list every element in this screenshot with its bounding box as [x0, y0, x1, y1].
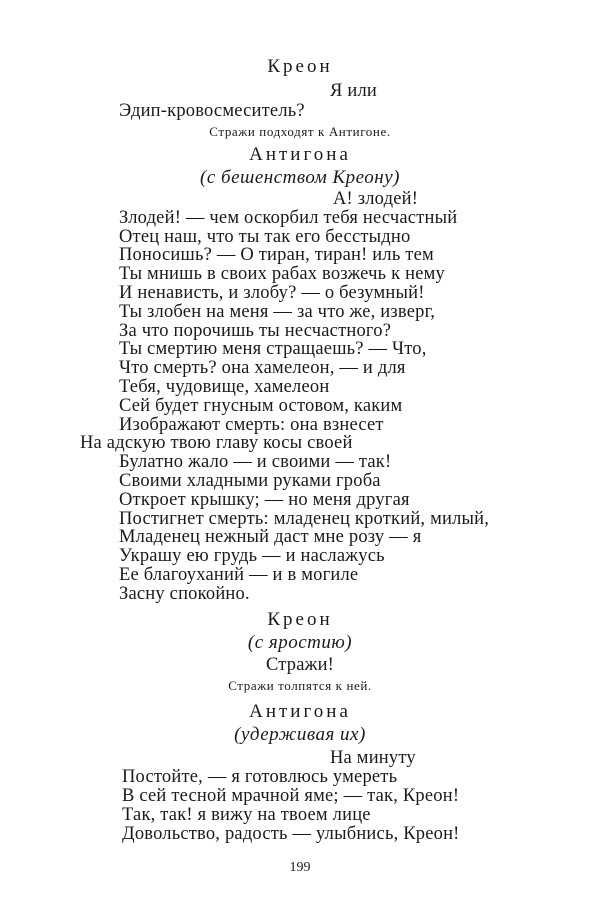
verse-line: За что порочишь ты несчастного?: [119, 321, 392, 341]
verse-line: Так, так! я вижу на твоем лице: [122, 805, 371, 825]
stage-direction: Стражи подходят к Антигоне.: [209, 124, 391, 139]
verse-line: Постигнет смерть: младенец кроткий, милый,: [119, 509, 490, 529]
verse-line: Стражи!: [265, 655, 335, 675]
speaker-name: Антигона: [249, 144, 351, 165]
stage-direction-italic: (с бешенством Креону): [200, 167, 400, 188]
verse-line: Тебя, чудовище, хамелеон: [119, 377, 330, 397]
verse-line: Сей будет гнусным остовом, каким: [119, 396, 403, 416]
verse-line: Поносишь? — О тиран, тиран! иль тем: [119, 245, 434, 265]
speaker-name: Антигона: [249, 701, 351, 722]
speaker-name: Креон: [267, 56, 333, 77]
verse-line: Откроет крышку; — но меня другая: [119, 490, 410, 510]
verse-line: Засну спокойно.: [119, 584, 250, 604]
verse-line: На адскую твою главу косы своей: [80, 433, 353, 453]
verse-line: Булатно жало — и своими — так!: [119, 452, 392, 472]
verse-line: Своими хладными руками гроба: [119, 471, 381, 491]
verse-line: Отец наш, что ты так его бесстыдно: [119, 227, 411, 247]
stage-direction-italic: (с яростию): [247, 632, 353, 653]
verse-line: Злодей! — чем оскорбил тебя несчастный: [119, 208, 458, 228]
verse-line: Младенец нежный даст мне розу — я: [119, 527, 422, 547]
verse-line: Ты смертию меня стращаешь? — Что,: [119, 339, 427, 359]
page-number: 199: [289, 860, 311, 875]
verse-line: На минуту: [330, 748, 416, 768]
verse-line: Изображают смерть: она взнесет: [119, 415, 384, 435]
stage-direction: Стражи толпятся к ней.: [228, 678, 372, 693]
verse-line: Ты мнишь в своих рабах возжечь к нему: [119, 264, 445, 284]
verse-line: Я или: [330, 81, 377, 101]
verse-line: Ты злобен на меня — за что же, изверг,: [119, 302, 436, 322]
verse-line: И ненависть, и злобу? — о безумный!: [119, 283, 425, 303]
verse-line: Эдип-кровосмеситель?: [119, 101, 305, 121]
verse-line: Украшу ею грудь — и наслажусь: [119, 546, 385, 566]
verse-line: Что смерть? она хамелеон, — и для: [119, 358, 406, 378]
verse-line: Ее благоуханий — и в могиле: [119, 565, 359, 585]
verse-line: В сей тесной мрачной яме; — так, Креон!: [122, 786, 460, 806]
verse-line: Довольство, радость — улыбнись, Креон!: [122, 824, 460, 844]
verse-line: Постойте, — я готовлюсь умереть: [122, 767, 398, 787]
verse-line: А! злодей!: [333, 189, 419, 209]
speaker-name: Креон: [267, 609, 333, 630]
stage-direction-italic: (удерживая их): [234, 724, 366, 745]
